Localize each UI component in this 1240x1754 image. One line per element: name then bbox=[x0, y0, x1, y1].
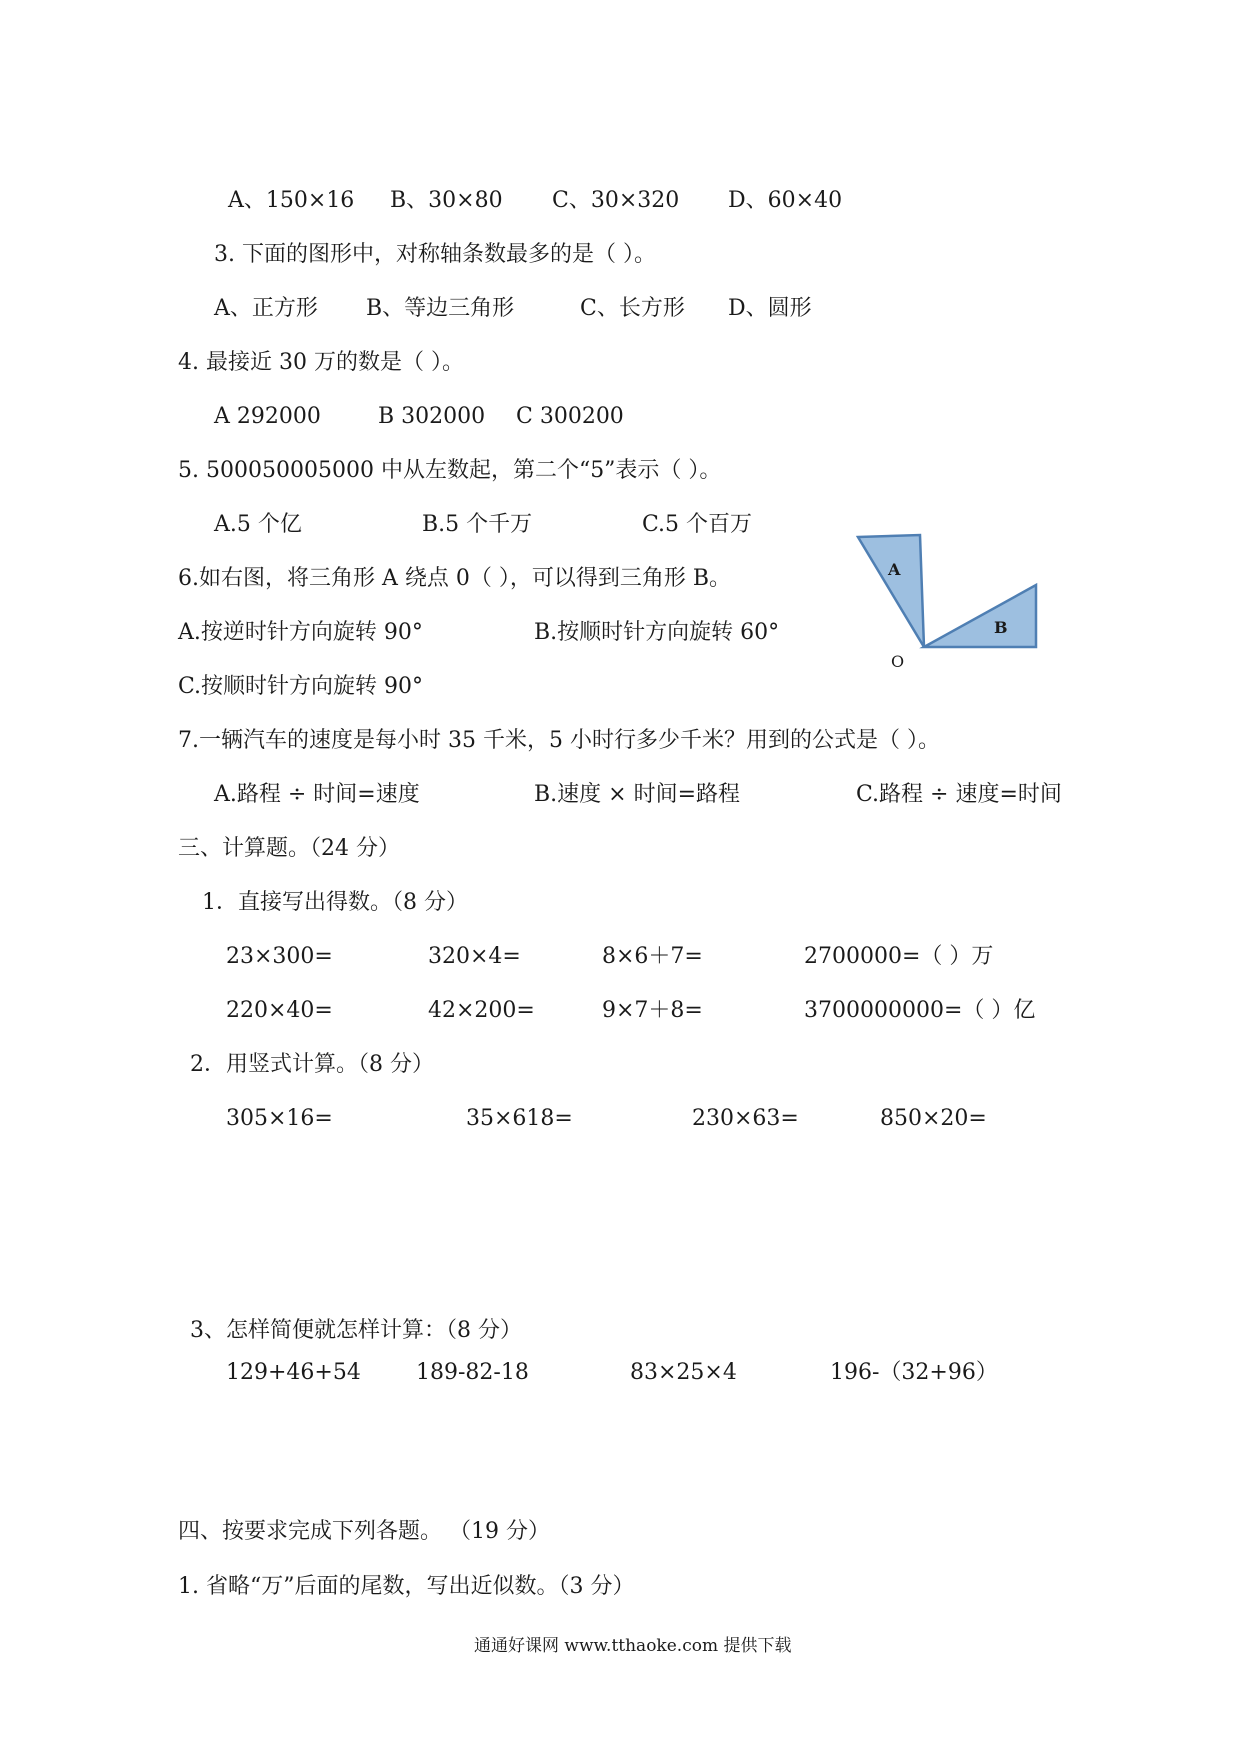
vertical-calc-4: 850×20= bbox=[880, 1106, 987, 1131]
q4-option-b: B 302000 bbox=[378, 404, 486, 429]
calc-r2-c4: 3700000000=（ ）亿 bbox=[804, 998, 1036, 1023]
q6-option-a: A.按逆时针方向旋转 90° bbox=[178, 620, 423, 645]
q6-option-c: C.按顺时针方向旋转 90° bbox=[178, 674, 424, 699]
q3-option-d: D、圆形 bbox=[728, 296, 812, 321]
triangle-b bbox=[924, 585, 1036, 647]
vertical-calc-1: 305×16= bbox=[226, 1106, 333, 1131]
section-4-heading: 四、按要求完成下列各题。 （19 分） bbox=[178, 1519, 550, 1544]
q7-option-a: A.路程 ÷ 时间=速度 bbox=[214, 782, 420, 807]
section-3-part-1: 1．直接写出得数。（8 分） bbox=[202, 890, 468, 915]
section-4-part-1: 1. 省略“万”后面的尾数，写出近似数。（3 分） bbox=[178, 1574, 635, 1599]
q6-option-b: B.按顺时针方向旋转 60° bbox=[534, 620, 780, 645]
calc-r2-c1: 220×40= bbox=[226, 998, 333, 1023]
q3-option-b: B、等边三角形 bbox=[366, 296, 515, 321]
q4-option-c: C 300200 bbox=[516, 404, 624, 429]
vertical-calc-2: 35×618= bbox=[466, 1106, 573, 1131]
q3-option-c: C、长方形 bbox=[580, 296, 685, 321]
simplify-calc-1: 129+46+54 bbox=[226, 1360, 361, 1385]
q7-option-b: B.速度 × 时间=路程 bbox=[534, 782, 741, 807]
footer-download-note: 通通好课网 www.tthaoke.com 提供下载 bbox=[474, 1636, 792, 1656]
q5-option-b: B.5 个千万 bbox=[422, 512, 533, 537]
simplify-calc-2: 189-82-18 bbox=[416, 1360, 529, 1385]
rotation-figure bbox=[850, 530, 1050, 676]
calc-r2-c3: 9×7＋8= bbox=[602, 998, 703, 1023]
calc-r2-c2: 42×200= bbox=[428, 998, 535, 1023]
question-4: 4. 最接近 30 万的数是（ ）。 bbox=[178, 350, 464, 375]
q5-option-c: C.5 个百万 bbox=[642, 512, 753, 537]
section-3-heading: 三、计算题。（24 分） bbox=[178, 836, 400, 861]
label-o: O bbox=[891, 652, 905, 670]
q7-option-c: C.路程 ÷ 速度=时间 bbox=[856, 782, 1062, 807]
simplify-calc-3: 83×25×4 bbox=[630, 1360, 737, 1385]
q2-option-b: B、30×80 bbox=[390, 188, 503, 213]
vertical-calc-3: 230×63= bbox=[692, 1106, 799, 1131]
label-a: A bbox=[888, 560, 901, 579]
q2-option-c: C、30×320 bbox=[552, 188, 680, 213]
simplify-calc-4: 196-（32+96） bbox=[830, 1360, 998, 1385]
q3-option-a: A、正方形 bbox=[214, 296, 318, 321]
calc-r1-c4: 2700000=（ ）万 bbox=[804, 944, 994, 969]
calc-r1-c3: 8×6＋7= bbox=[602, 944, 703, 969]
label-b: B bbox=[994, 618, 1008, 637]
section-3-part-3: 3、怎样简便就怎样计算：（8 分） bbox=[190, 1318, 522, 1343]
triangle-a bbox=[858, 535, 924, 647]
calc-r1-c1: 23×300= bbox=[226, 944, 333, 969]
q2-option-d: D、60×40 bbox=[728, 188, 843, 213]
rotation-svg bbox=[850, 530, 1050, 670]
question-3: 3. 下面的图形中，对称轴条数最多的是（ ）。 bbox=[214, 242, 656, 267]
q4-option-a: A 292000 bbox=[214, 404, 321, 429]
question-6: 6.如右图，将三角形 A 绕点 0（ ），可以得到三角形 B。 bbox=[178, 566, 732, 591]
question-5: 5. 500050005000 中从左数起，第二个“5”表示（ ）。 bbox=[178, 458, 722, 483]
q5-option-a: A.5 个亿 bbox=[214, 512, 302, 537]
section-3-part-2: 2．用竖式计算。（8 分） bbox=[190, 1052, 434, 1077]
calc-r1-c2: 320×4= bbox=[428, 944, 521, 969]
q2-option-a: A、150×16 bbox=[228, 188, 355, 213]
question-7: 7.一辆汽车的速度是每小时 35 千米，5 小时行多少千米？用到的公式是（ ）。 bbox=[178, 728, 940, 753]
